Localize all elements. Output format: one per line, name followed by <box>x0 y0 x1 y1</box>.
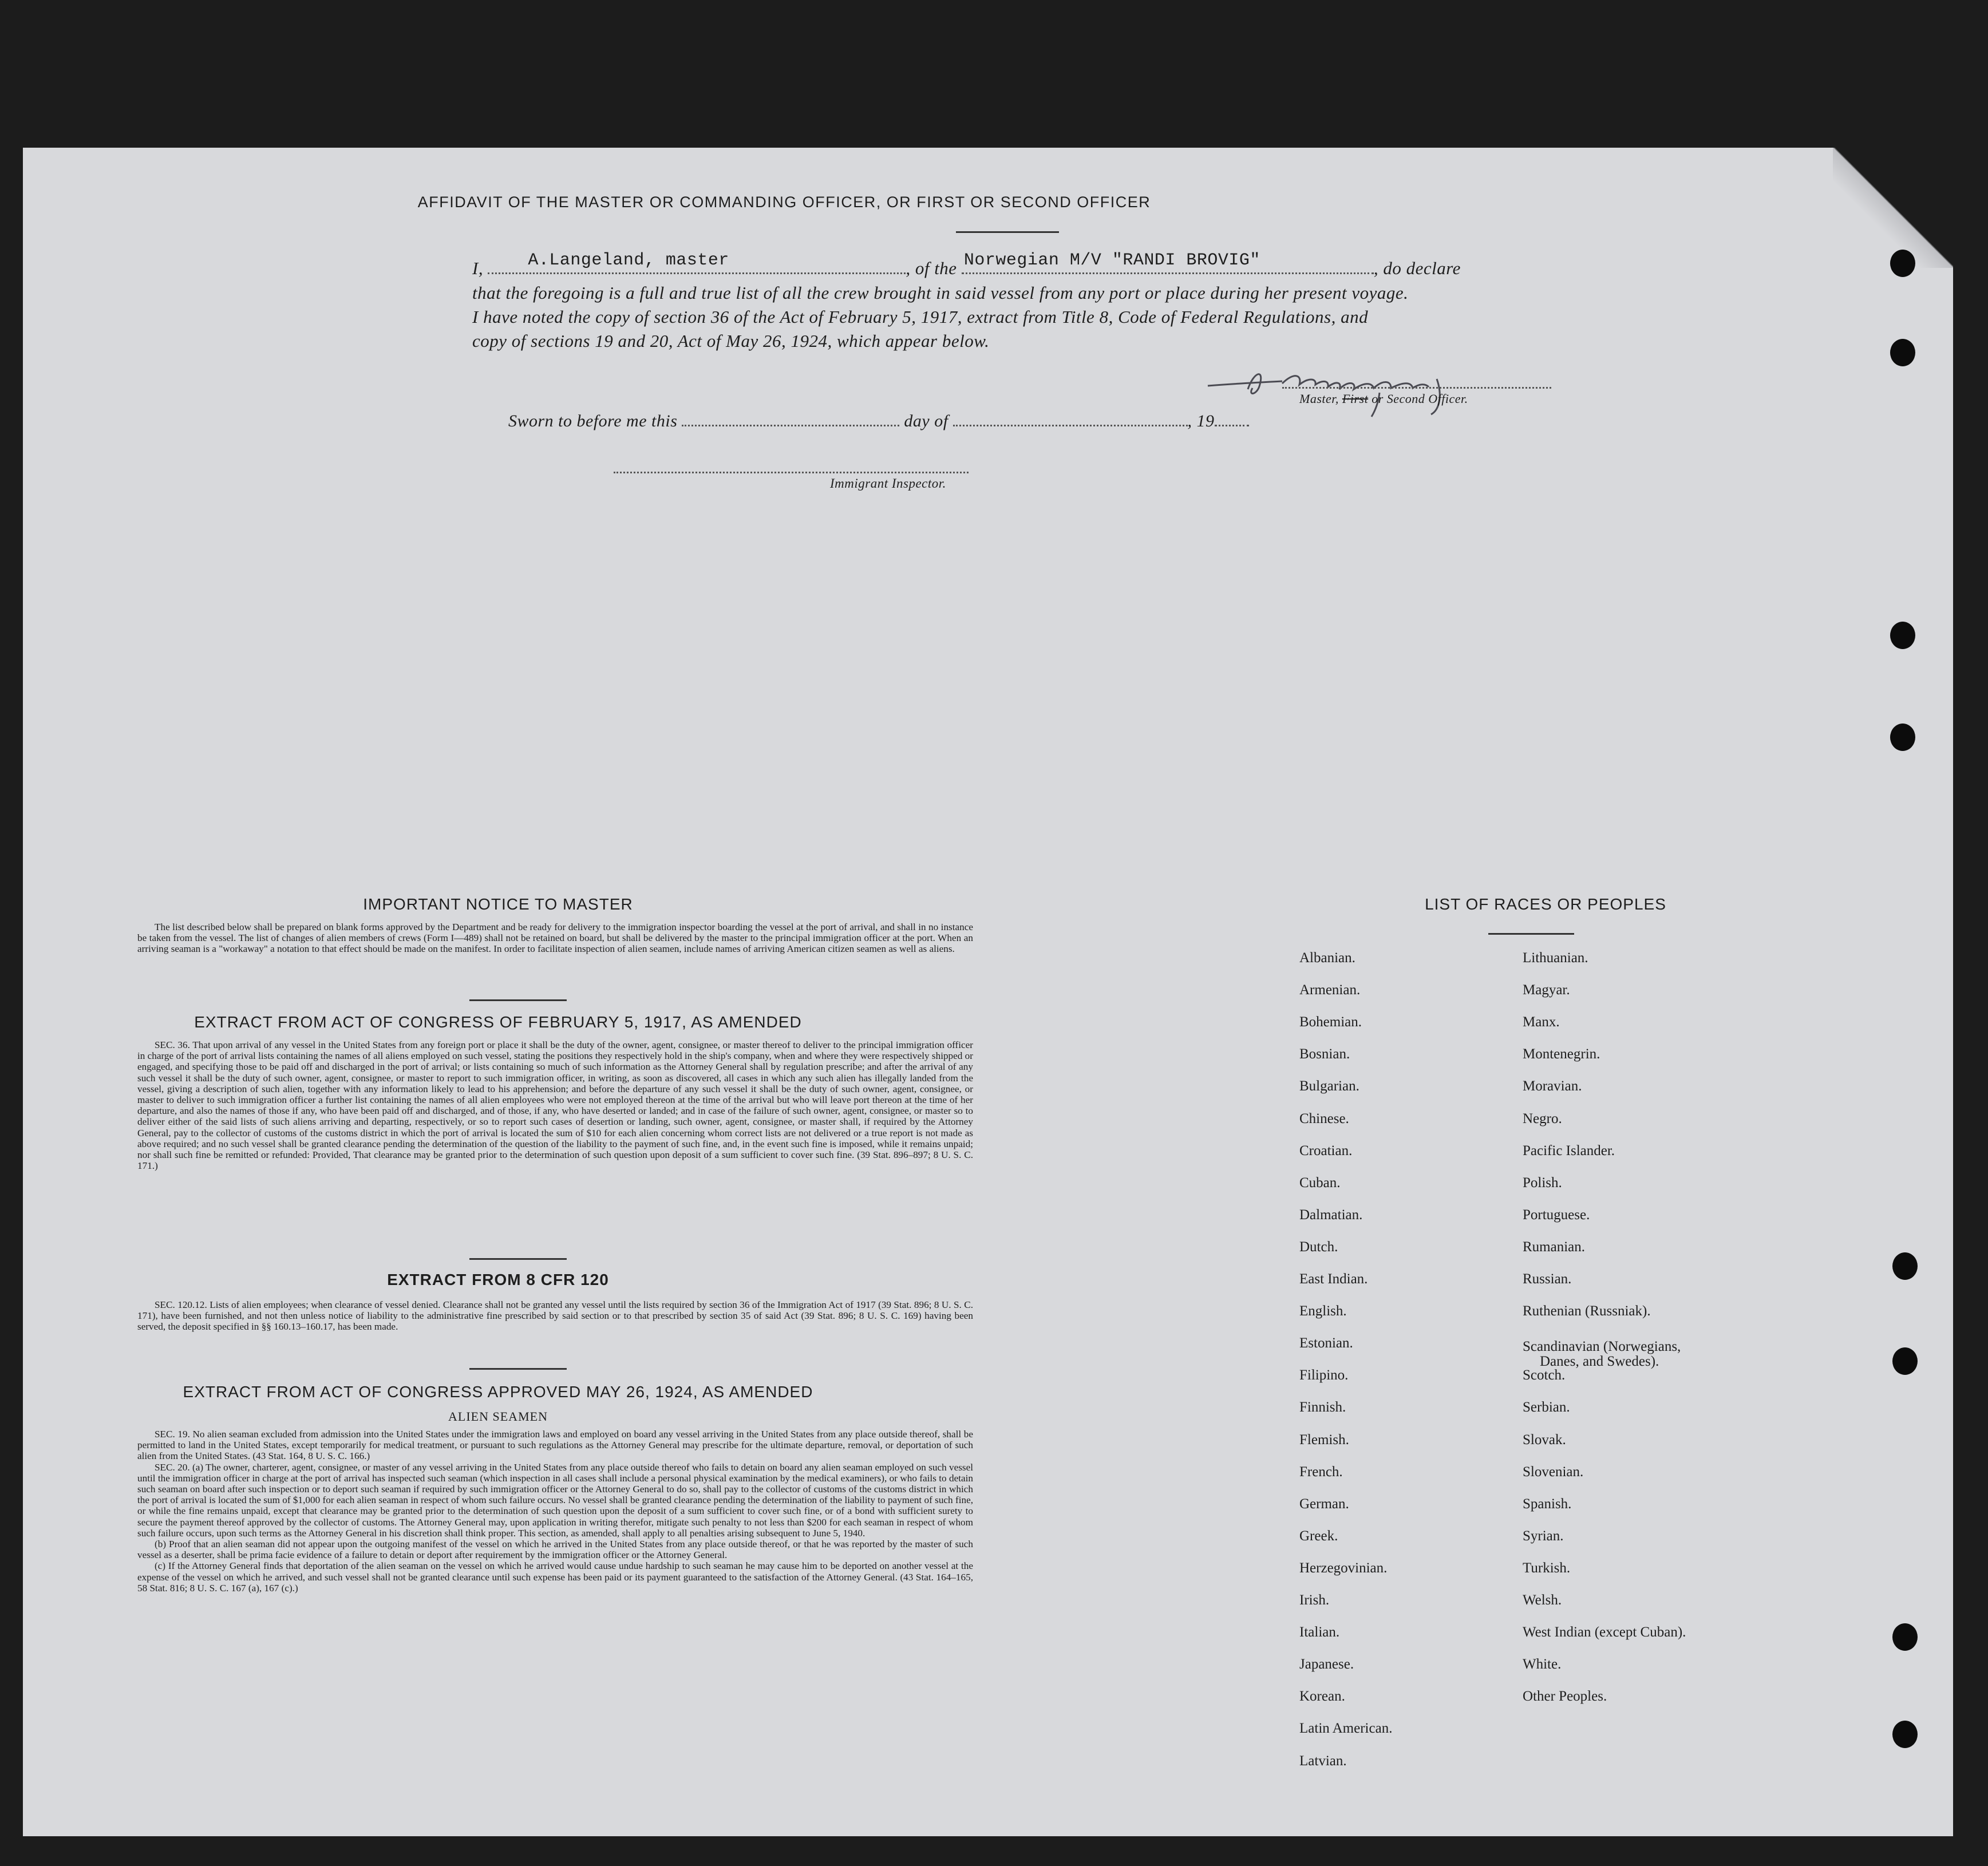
master-name-field <box>488 251 906 274</box>
sworn-line <box>508 411 1249 431</box>
section-20a-text: SEC. 20. (a) The owner, charterer, agent, consignee, or master of any vessel arriving in the United States from any place outside thereof who fails to detain on board any alien seaman employed on such vessel until the immigration officer in charge at the port of arrival has inspected such seaman (which inspection in all cases shall include a personal physical examination by the medical examiners), or who fails to detain such seaman on board after such inspection or to deport such seaman if required by such immigration officer or the Attorney General to do so, shall pay to the collector of customs of the customs district in which the port of arrival is located the sum of $1,000 for each alien seaman in respect of whom such failure occurs. No vessel shall be granted clearance pending the determination of the liability to payment of such fine, or while the fine remains unpaid, except that clearance may be granted prior to the determination of such question upon the deposit of a sum sufficient to cover such fine, or of a bond with sufficient surety to secure the payment thereof approved by the collector of customs. The Attorney General may, upon application in writing therefor, mitigate such penalty to not less than $200 for each seaman in respect of whom such failure occurs, upon such terms as the Attorney General in his discretion shall think proper. This section, as amended, shall apply to all penalties arising subsequent to June 5, 1940. <box>137 1461 973 1539</box>
punch-hole <box>1892 1721 1918 1748</box>
section-120-12-text: SEC. 120.12. Lists of alien employees; when clearance of vessel denied. Clearance shall not be granted any vessel until the lists required by section 36 of the Immigration Act of 1917 (39 Stat. 896; 8 U. S. C. 171), have been furnished, and not then unless notice of liability to the administrative fine prescribed by said section or to that prescribed by section 35 of said Act (39 Stat. 896; 8 U. S. C. 169) having been served, the deposit specified in §§ 160.13–160.17, has been made. <box>137 1299 973 1333</box>
day-of-label: day of <box>904 412 948 430</box>
alien-seamen-subtitle: ALIEN SEAMEN <box>448 1409 548 1424</box>
affidavit-line-2: that the foregoing is a full and true list of all the crew brought in said vessel from any port or place during her present voyage. <box>472 283 1409 303</box>
extract-1924-title: EXTRACT FROM ACT OF CONGRESS APPROVED MAY 26, 1924, AS AMENDED <box>183 1383 813 1401</box>
race-item: Italian. <box>1299 1624 1340 1640</box>
affidavit-line-1 <box>472 251 1583 279</box>
race-item: Slovak. <box>1523 1432 1566 1448</box>
vessel-name-field <box>962 251 1374 274</box>
race-item: Finnish. <box>1299 1400 1346 1416</box>
race-item: Slovenian. <box>1523 1464 1584 1480</box>
race-item: Rumanian. <box>1523 1239 1586 1255</box>
race-item: Croatian. <box>1299 1142 1353 1159</box>
race-item: Bohemian. <box>1299 1014 1362 1030</box>
section-divider <box>469 1258 567 1260</box>
race-item: Herzegovinian. <box>1299 1560 1388 1576</box>
race-item: Manx. <box>1523 1014 1560 1030</box>
race-item: Negro. <box>1523 1110 1562 1126</box>
race-item: Estonian. <box>1299 1335 1353 1351</box>
affidavit-line-4: copy of sections 19 and 20, Act of May 26, 1924, which appear below. <box>472 331 990 351</box>
punch-hole <box>1892 1347 1918 1375</box>
notice-paragraph: The list described below shall be prepared on blank forms approved by the Department and be ready for delivery to the immigration inspector boarding the vessel at the port of arrival, and shall in no instance be taken from the vessel. The list of changes of alien members of crews (Form I—489) shall not be retained on board, but shall be delivered by the master to the principal immigration officer at the port. When an arriving seaman is a "workaway" a notation to that effect should be made on the manifest. In order to facilitate inspection of alien seamen, include names of arriving American citizen seamen as well as aliens. <box>137 922 973 955</box>
race-item: Portuguese. <box>1523 1207 1590 1223</box>
race-item: Welsh. <box>1523 1592 1562 1608</box>
race-item: Scotch. <box>1523 1367 1566 1383</box>
affidavit-title: AFFIDAVIT OF THE MASTER OR COMMANDING OFFICER, OR FIRST OR SECOND OFFICER <box>417 193 1151 211</box>
race-item: Lithuanian. <box>1523 950 1588 966</box>
do-declare-label: , do declare <box>1373 258 1461 278</box>
race-item: Latin American. <box>1299 1721 1393 1737</box>
races-divider <box>1488 933 1574 935</box>
signature-line <box>1282 387 1551 389</box>
section-divider <box>469 999 567 1001</box>
caption-master: Master, <box>1299 392 1339 406</box>
race-item: Moravian. <box>1523 1078 1582 1094</box>
race-item: Bosnian. <box>1299 1046 1350 1062</box>
sworn-month-field <box>953 411 1188 426</box>
punch-hole <box>1890 724 1915 751</box>
race-item: Cuban. <box>1299 1175 1341 1191</box>
section-36-text: SEC. 36. That upon arrival of any vessel in the United States from any foreign port or place it shall be the duty of the owner, agent, consignee, or master thereof to deliver to the principal immigration officer in charge of the port of arrival lists containing the names of all aliens employed on such vessel, stating the positions they respectively hold in the ship's company, when and where they were respectively shipped or engaged, and specifying those to be paid off and discharged in the port of arrival; or lists containing so much of such information as the Attorney General shall by regulation prescribe; and after the arrival of any such vessel it shall be the duty of such owner, agent, consignee, or master to report to such immigration officer, in writing, as soon as discovered, all cases in which any such alien has illegally landed from the vessel, giving a description of such alien, together with any information likely to lead to his apprehension; and before the departure of any such vessel it shall be the duty of such owner, agent, consignee, or master to deliver to such immigration officer a further list containing the names of all alien employees who were not employed thereon at the time of the arrival but who will leave port thereon at the time of her departure, and also the names of those if any, who have been paid off and discharged, and of those, if any, who have deserted or landed; and in case of the failure of such owner, agent, consignee, or master so to deliver either of the said lists of such aliens arriving and departing, respectively, or so to report such cases of desertion or landing, such owner, agent, consignee, or master shall, if required by the Attorney General, pay to the collector of customs of the customs district in which the port of arrival is located the sum of $10 for each alien concerning whom correct lists are not delivered or a true report is not made as above required; and no such vessel shall be granted clearance pending the determination of the question of the liability to the payment of such fine, and, in the event such fine is imposed, while it remains unpaid; nor shall such fine be remitted or refunded: Provided, That clearance may be granted prior to the determination of such question upon deposit of a sum sufficient to cover such fine. (39 Stat. 896–897; 8 U. S. C. 171.) <box>137 1039 973 1172</box>
race-item: Japanese. <box>1299 1657 1354 1673</box>
punch-hole <box>1890 339 1915 366</box>
punch-hole <box>1892 1623 1918 1651</box>
race-item: Scandinavian (Norwegians, <box>1523 1339 1681 1355</box>
sworn-label: Sworn to before me this <box>508 412 678 430</box>
handwritten-signature <box>1185 355 1574 418</box>
race-item: Other Peoples. <box>1523 1689 1607 1705</box>
race-item: Irish. <box>1299 1592 1330 1608</box>
extract-1924-body <box>137 1429 973 1594</box>
extract-1917-title: EXTRACT FROM ACT OF CONGRESS OF FEBRUARY 5, 1917, AS AMENDED <box>194 1013 802 1031</box>
race-item: Chinese. <box>1299 1110 1349 1126</box>
race-item: Filipino. <box>1299 1367 1349 1383</box>
caption-rest: or Second Officer. <box>1372 392 1468 406</box>
race-item: Syrian. <box>1523 1528 1564 1544</box>
race-item: Danes, and Swedes). <box>1540 1354 1659 1370</box>
extract-8cfr-title: EXTRACT FROM 8 CFR 120 <box>387 1271 609 1288</box>
master-name-value: A.Langeland, master <box>528 251 729 270</box>
race-item: Armenian. <box>1299 982 1361 998</box>
race-item: Montenegrin. <box>1523 1046 1600 1062</box>
race-item: Pacific Islander. <box>1523 1142 1615 1159</box>
race-item: Serbian. <box>1523 1400 1570 1416</box>
notice-body <box>137 922 973 955</box>
signature-caption <box>1299 392 1468 406</box>
sworn-year-field <box>1215 411 1249 426</box>
section-20b-text: (b) Proof that an alien seaman did not appear upon the outgoing manifest of the vessel on which he arrived in the United States from any place outside thereof, or that he was reported by the master of such vessel as a deserter, shall be prima facie evidence of a failure to detain or deport after requirement by the immigration officer or the Attorney General. <box>137 1539 973 1561</box>
race-item: Spanish. <box>1523 1496 1572 1512</box>
race-item: Latvian. <box>1299 1753 1347 1769</box>
inspector-signature-line <box>614 472 969 473</box>
notice-title: IMPORTANT NOTICE TO MASTER <box>363 895 633 913</box>
pronoun-i: I, <box>472 258 484 278</box>
folded-corner <box>1833 148 1953 268</box>
race-item: Dutch. <box>1299 1239 1338 1255</box>
race-item: Korean. <box>1299 1689 1345 1705</box>
race-item: Magyar. <box>1523 982 1570 998</box>
section-divider <box>469 1368 567 1370</box>
extract-8cfr-body <box>137 1299 973 1333</box>
race-item: French. <box>1299 1464 1343 1480</box>
race-item: Flemish. <box>1299 1432 1349 1448</box>
race-item: Dalmatian. <box>1299 1207 1363 1223</box>
race-item: West Indian (except Cuban). <box>1523 1624 1686 1640</box>
race-item: Ruthenian (Russniak). <box>1523 1303 1651 1319</box>
race-item: Turkish. <box>1523 1560 1571 1576</box>
race-item: Bulgarian. <box>1299 1078 1359 1094</box>
extract-1917-body <box>137 1039 973 1171</box>
year-prefix: , 19 <box>1187 412 1215 430</box>
sworn-day-field <box>682 411 899 426</box>
punch-hole <box>1890 622 1915 649</box>
race-item: Russian. <box>1523 1271 1572 1287</box>
document-sheet <box>23 148 1953 1836</box>
punch-hole <box>1892 1252 1918 1280</box>
race-item: Polish. <box>1523 1175 1562 1191</box>
race-item: Greek. <box>1299 1528 1338 1544</box>
race-item: White. <box>1523 1657 1562 1673</box>
race-item: Albanian. <box>1299 950 1355 966</box>
vessel-name-value: Norwegian M/V "RANDI BROVIG" <box>963 251 1260 270</box>
punch-hole <box>1890 250 1915 277</box>
inspector-caption: Immigrant Inspector. <box>830 476 946 491</box>
title-divider <box>956 231 1059 233</box>
race-item: English. <box>1299 1303 1347 1319</box>
race-item: German. <box>1299 1496 1349 1512</box>
caption-first: First <box>1342 392 1369 406</box>
races-title: LIST OF RACES OR PEOPLES <box>1425 895 1666 913</box>
affidavit-line-3: I have noted the copy of section 36 of the Act of February 5, 1917, extract from Title 8, Code of Federal Regulations, and <box>472 307 1369 327</box>
race-item: East Indian. <box>1299 1271 1368 1287</box>
section-20c-text: (c) If the Attorney General finds that deportation of the alien seaman on the vessel on which he arrived would cause undue hardship to such seaman he may cause him to be deported on another vessel at the expense of the vessel on which he arrived, and such vessel shall not be granted clearance until such expense has been paid or its payment guaranteed to the satisfaction of the Attorney General. (43 Stat. 164–165, 58 Stat. 816; 8 U. S. C. 167 (a), 167 (c).) <box>137 1560 973 1594</box>
section-19-text: SEC. 19. No alien seaman excluded from admission into the United States under the immigration laws and employed on board any vessel arriving in the United States from any place outside thereof, shall be permitted to land in the United States, except temporarily for medical treatment, or pursuant to such regulations as the Attorney General may prescribe for the ultimate departure, removal, or deportation of such alien from the United States. (43 Stat. 164, 8 U. S. C. 166.) <box>137 1429 973 1462</box>
of-the-label: , of the <box>906 258 957 278</box>
